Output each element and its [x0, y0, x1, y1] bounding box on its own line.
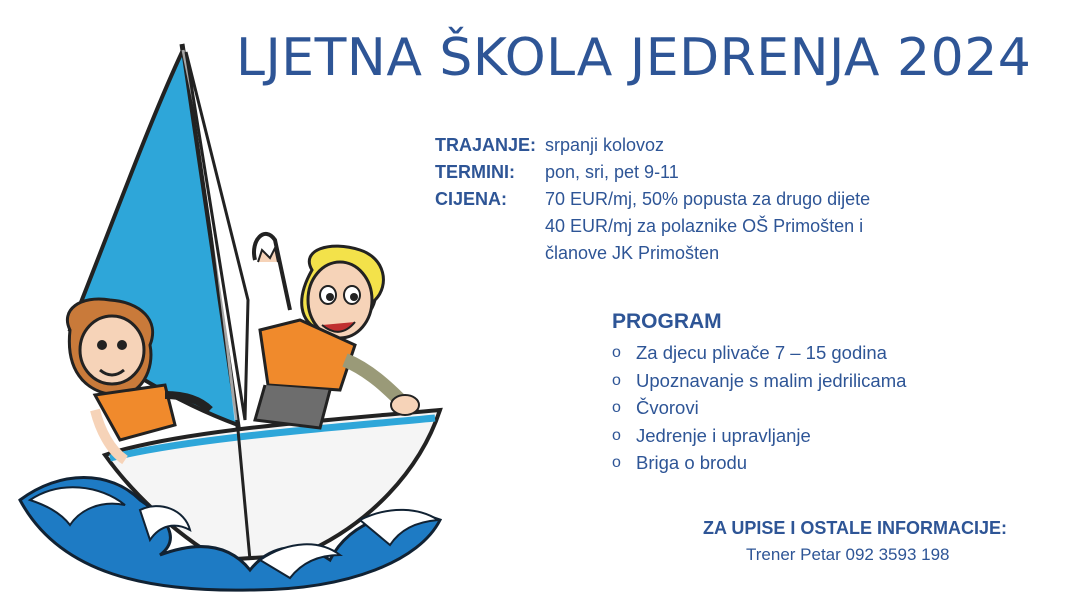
program-item — [612, 394, 906, 422]
program-item — [612, 449, 906, 477]
schedule-value: pon, sri, pet 9-11 — [545, 162, 679, 182]
page-title: LJETNA ŠKOLA JEDRENJA 2024 — [236, 28, 1032, 88]
program-title: PROGRAM — [612, 310, 722, 333]
program-item — [612, 339, 906, 367]
contact-title: ZA UPISE I OSTALE INFORMACIJE: — [703, 518, 1008, 538]
contact-phone: Trener Petar 092 3593 198 — [746, 545, 950, 564]
program-item-text: Za djecu plivače 7 – 15 godina — [636, 342, 887, 363]
program-item-text: Jedrenje i upravljanje — [636, 424, 811, 446]
sailboat-kids-illustration — [0, 0, 460, 598]
bullet-icon: o — [612, 344, 621, 361]
program-list — [612, 339, 906, 477]
bullet-icon: o — [612, 371, 621, 389]
duration-label: TRAJANJE: — [435, 135, 537, 155]
bullet-icon: o — [612, 426, 621, 444]
price-label: CIJENA: — [435, 189, 508, 209]
schedule-label: TERMINI: — [435, 162, 515, 182]
program-item-text: Briga o brodu — [636, 452, 748, 473]
program-item — [612, 367, 906, 395]
program-item-text: Upoznavanje s malim jedrilicama — [636, 369, 907, 391]
price-line: 40 EUR/mj za polaznike OŠ Primošten i — [545, 216, 864, 236]
program-item-text: Čvorovi — [636, 397, 699, 418]
bullet-icon: o — [612, 399, 621, 416]
program-item — [612, 422, 906, 450]
price-line: 70 EUR/mj, 50% popusta za drugo dijete — [545, 189, 871, 209]
duration-value: srpanji kolovoz — [545, 135, 665, 155]
bullet-icon: o — [612, 454, 621, 471]
boy-figure — [254, 234, 419, 428]
price-line: članove JK Primošten — [545, 243, 720, 263]
